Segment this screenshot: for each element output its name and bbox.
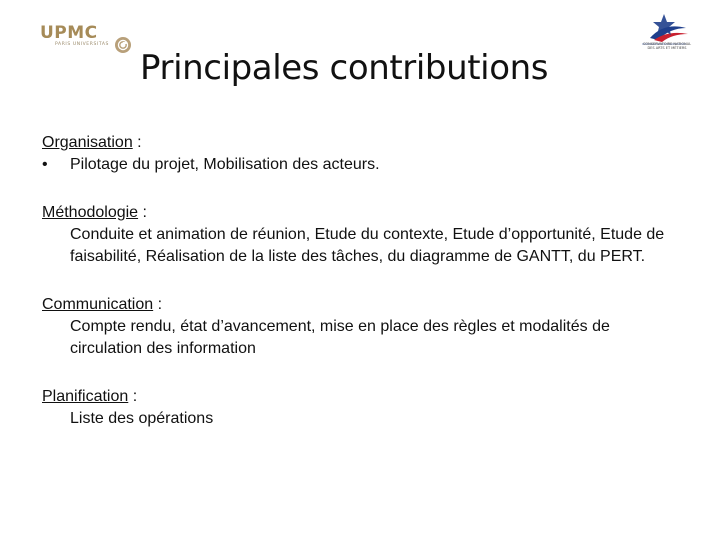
bullet-icon: • <box>42 156 48 173</box>
section-heading-separator: : <box>132 134 142 151</box>
cnam-caption-line-2: DES ARTS ET MÉTIERS <box>647 46 687 50</box>
section-heading <box>42 294 682 316</box>
cnam-caption-line-1: CONSERVATOIRE NATIONAL <box>642 42 692 46</box>
section-heading <box>42 202 682 224</box>
upmc-logo <box>40 23 109 50</box>
section-heading-separator: : <box>153 296 163 313</box>
upmc-logo-subtitle: PARIS UNIVERSITAS <box>55 42 109 47</box>
section-heading <box>42 132 682 154</box>
circle-emblem-icon <box>114 36 132 54</box>
section-body: Conduite et animation de réunion, Etude du contexte, Etude d’opportunité, Etude de faisabilité, Réalisation de la liste des tâches, du diagramme de GANTT, du PERT. <box>70 226 665 265</box>
section-communication <box>42 294 682 360</box>
section-organisation <box>42 132 682 176</box>
slide-content <box>42 132 682 456</box>
section-heading-label: Organisation <box>42 134 133 151</box>
section-heading-label: Planification <box>42 388 129 405</box>
section-heading-separator: : <box>138 204 147 221</box>
upmc-logo-word: UPMC <box>40 23 98 43</box>
section-body: Compte rendu, état d’avancement, mise en place des règles et modalités de circulation des information <box>70 318 610 357</box>
bullet-text: Pilotage du projet, Mobilisation des acteurs. <box>70 156 380 173</box>
bullet-item <box>42 154 682 176</box>
section-planification <box>42 386 682 430</box>
section-body: Liste des opérations <box>70 410 214 427</box>
page-title: Principales contributions <box>140 48 549 88</box>
section-methodologie <box>42 202 682 268</box>
section-heading <box>42 386 682 408</box>
section-heading-separator: : <box>128 388 138 405</box>
section-heading-label: Méthodologie <box>42 204 139 221</box>
section-heading-label: Communication <box>42 296 154 313</box>
cnam-logo-caption <box>642 42 692 50</box>
